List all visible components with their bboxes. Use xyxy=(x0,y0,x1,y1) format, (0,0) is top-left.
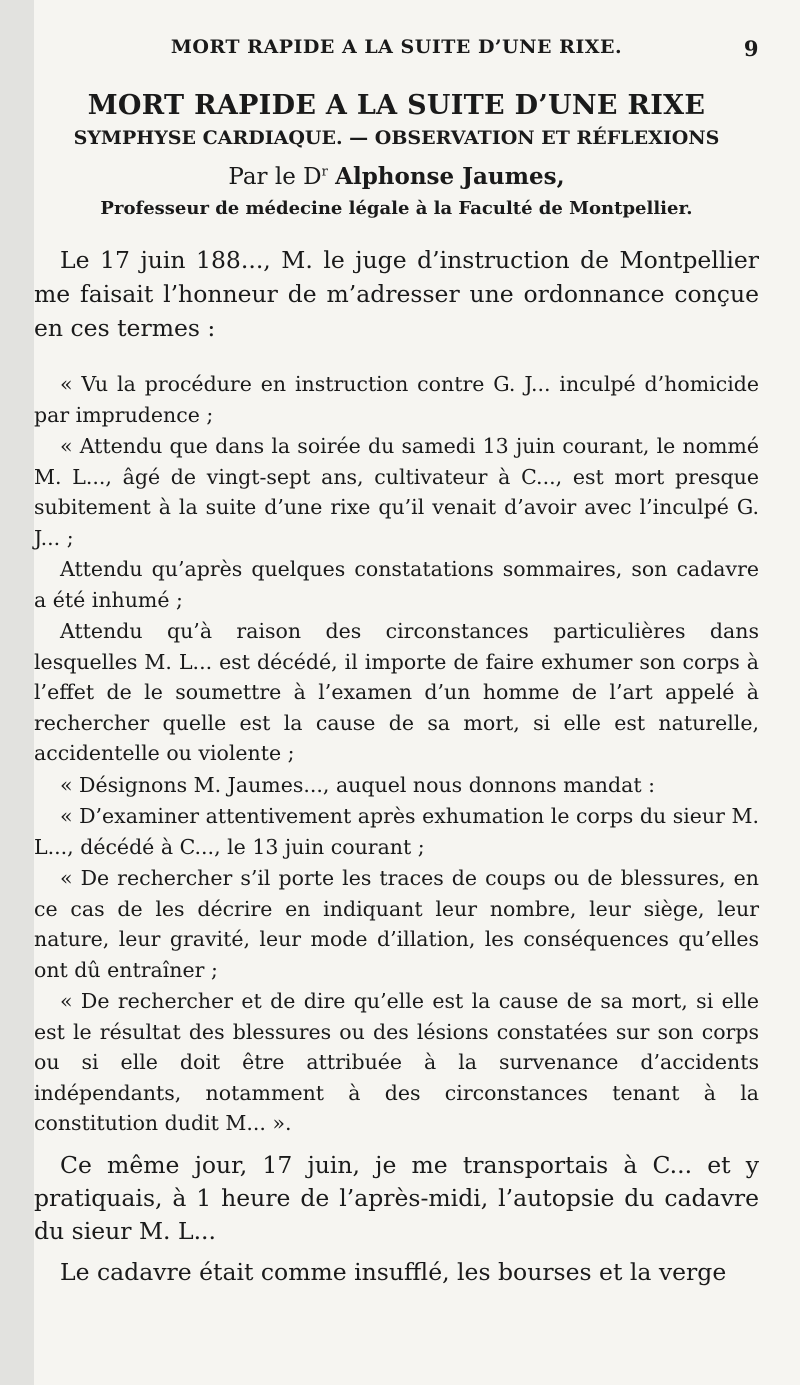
page-number: 9 xyxy=(743,36,759,61)
author-affiliation: Professeur de médecine légale à la Faculté de Montpellier. xyxy=(100,198,693,219)
article-title: MORT RAPIDE A LA SUITE D’UNE RIXE xyxy=(87,90,706,121)
ordonnance-paragraph: « Vu la procédure en instruction contre G. J... inculpé d’homicide par imprudence ; xyxy=(34,372,759,427)
byline-prefix: Par le D xyxy=(228,164,322,190)
running-head xyxy=(34,18,759,61)
text-block xyxy=(34,18,759,1297)
narrative-paragraph: Le cadavre était comme insufflé, les bourses et la verge xyxy=(60,1257,727,1286)
ordonnance-paragraph: « De rechercher s’il porte les traces de coups ou de blessures, en ce cas de les décrire en indiquant leur nombre, leur siège, leur nature, leur gravité, leur mode d’illation, les conséquences qu’elles ont dû entraîner ; xyxy=(34,866,759,982)
ordonnance-paragraph: « Désignons M. Jaumes..., auquel nous donnons mandat : xyxy=(60,772,656,797)
intro-paragraph: Le 17 juin 188..., M. le juge d’instruction de Montpellier me faisait l’honneur de m’adresser une ordonnance conçue en ces termes : xyxy=(34,246,759,342)
author-name: Alphonse Jaumes, xyxy=(335,163,565,190)
byline-superscript: r xyxy=(321,164,328,180)
page-gutter xyxy=(0,0,34,1385)
running-head-title: MORT RAPIDE A LA SUITE D’UNE RIXE. xyxy=(170,36,623,58)
ordonnance-paragraph: « D’examiner attentivement après exhumation le corps du sieur M. L..., décédé à C..., le 13 juin courant ; xyxy=(34,804,759,859)
narrative xyxy=(34,1149,759,1289)
ordonnance-paragraph: Attendu qu’après quelques constatations sommaires, son cadavre a été inhumé ; xyxy=(34,557,759,612)
byline xyxy=(34,163,759,190)
ordonnance-paragraph: « De rechercher et de dire qu’elle est la cause de sa mort, si elle est le résultat des blessures ou des lésions constatées sur son corps ou si elle doit être attribuée à la survenance d’accidents indépendants, notamment à des circonstances tenant à la constitution dudit M... ». xyxy=(34,989,759,1135)
narrative-paragraph: Ce même jour, 17 juin, je me transportais à C... et y pratiquais, à 1 heure de l’après-midi, l’autopsie du cadavre du sieur M. L... xyxy=(34,1150,759,1245)
ordonnance-paragraph: « Attendu que dans la soirée du samedi 13 juin courant, le nommé M. L..., âgé de vingt-sept ans, cultivateur à C..., est mort presque subitement à la suite d’une rixe qu’il venait d’avoir avec l’inculpé G. J... ; xyxy=(34,434,759,550)
article-subtitle: SYMPHYSE CARDIAQUE. — OBSERVATION ET RÉFLEXIONS xyxy=(73,127,720,149)
ordonnance-paragraph: Attendu qu’à raison des circonstances particulières dans lesquelles M. L... est décédé, il importe de faire exhumer son corps à l’effet de le soumettre à l’examen d’un homme de l’art appelé à rechercher quelle est la cause de sa mort, si elle est naturelle, accidentelle ou violente ; xyxy=(34,619,759,765)
ordonnance-quote xyxy=(34,369,759,1139)
